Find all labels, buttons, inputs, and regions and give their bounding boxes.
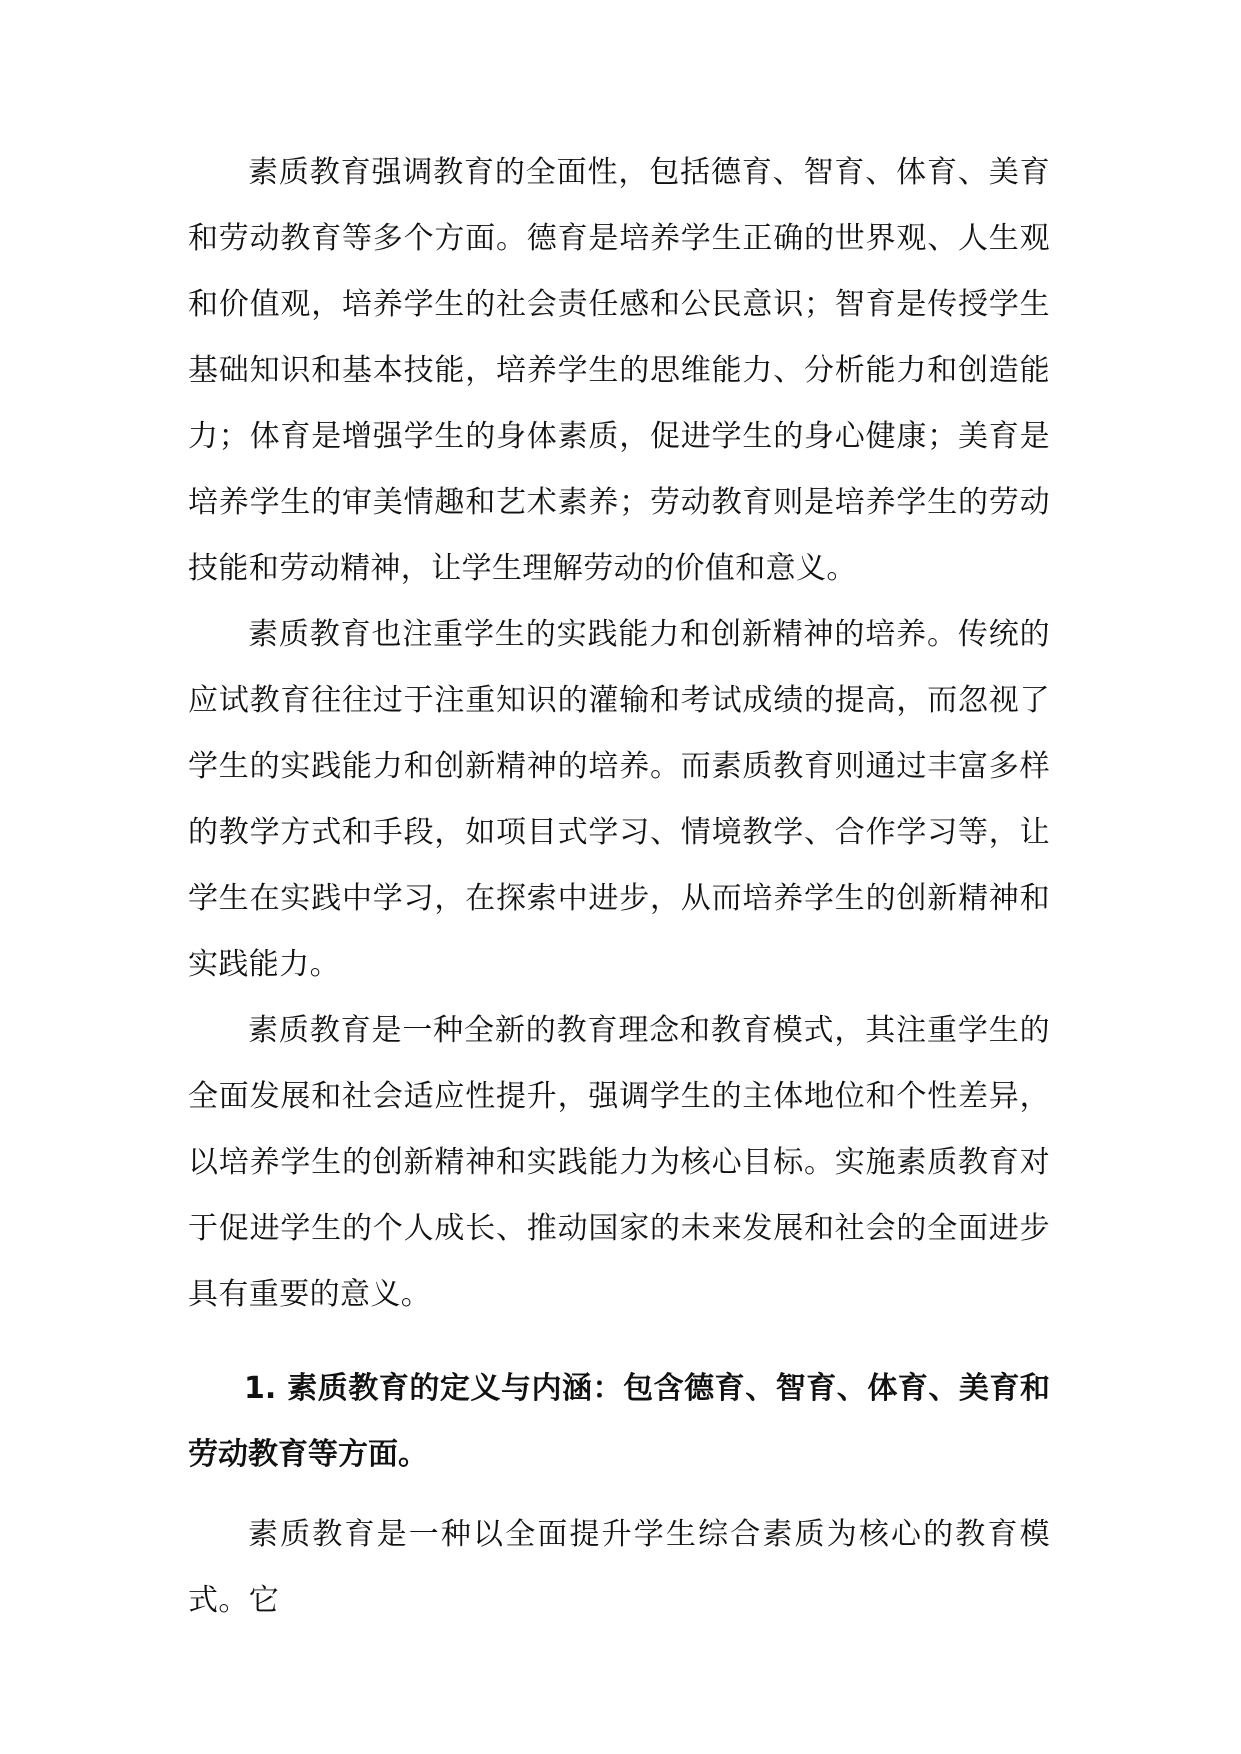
paragraph-comprehensive-education: 素质教育强调教育的全面性，包括德育、智育、体育、美育和劳动教育等多个方面。德育是培养学生正确的世界观、人生观和价值观，培养学生的社会责任感和公民意识；智育是传授学生基础知识和基本技能，培养学生的思维能力、分析能力和创造能力；体育是增强学生的身体素质，促进学生的身心健康；美育是培养学生的审美情趣和艺术素养；劳动教育则是培养学生的劳动技能和劳动精神，让学生理解劳动的价值和意义。 [188,155,1050,586]
section-heading-definition: 1. 素质教育的定义与内涵：包含德育、智育、体育、美育和劳动教育等方面。 [188,1371,1050,1472]
paragraph-new-education-concept: 素质教育是一种全新的教育理念和教育模式，其注重学生的全面发展和社会适应性提升，强调学生的主体地位和个性差异，以培养学生的创新精神和实践能力为核心目标。实施素质教育对于促进学生的个人成长、推动国家的未来发展和社会的全面进步具有重要的意义。 [188,1013,1050,1312]
paragraph-definition-start: 素质教育是一种以全面提升学生综合素质为核心的教育模式。它 [188,1517,1050,1618]
document-body [188,140,1050,1634]
paragraph-practice-innovation: 素质教育也注重学生的实践能力和创新精神的培养。传统的应试教育往往过于注重知识的灌输和考试成绩的提高，而忽视了学生的实践能力和创新精神的培养。而素质教育则通过丰富多样的教学方式和手段，如项目式学习、情境教学、合作学习等，让学生在实践中学习，在探索中进步，从而培养学生的创新精神和实践能力。 [188,617,1050,982]
